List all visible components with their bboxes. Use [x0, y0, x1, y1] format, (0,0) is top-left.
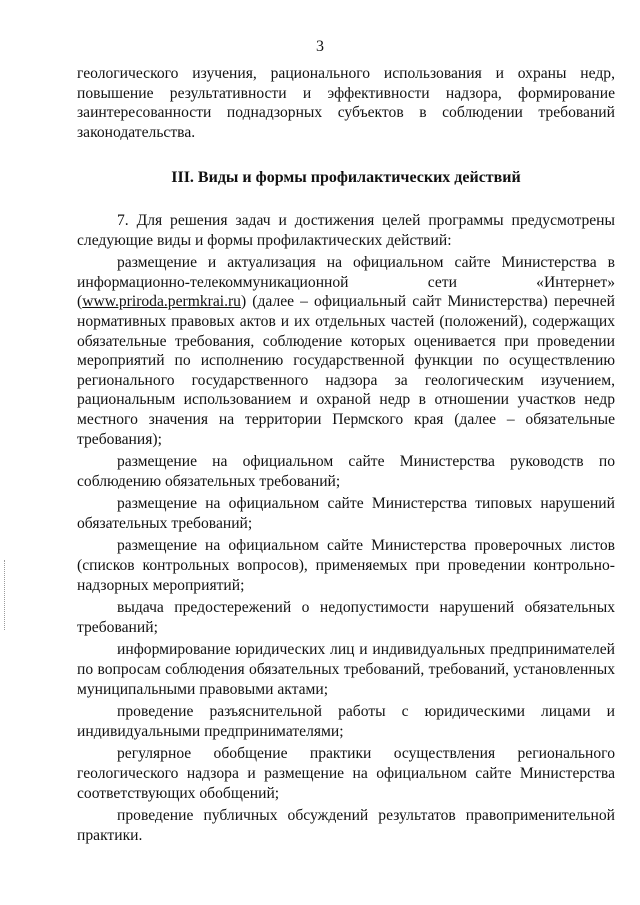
list-item: проведение разъяснительной работы с юридическими лицами и индивидуальными предпринимателями;: [77, 703, 615, 740]
list-item: регулярное обобщение практики осуществления регионального геологического надзора и размещение на официальном сайте Министерства соответствующих обобщений;: [77, 745, 615, 802]
list-item-website-acts: [77, 253, 615, 449]
list-item-text-before-link: размещение и актуализация на официальном сайте Министерства в информационно-телекоммуникационной сети «Интернет» (: [77, 254, 615, 311]
list-item: размещение на официальном сайте Министерства проверочных листов (списков контрольных вопросов), применяемых при проведении контрольно-надзорных мероприятий;: [77, 537, 615, 594]
list-item-text-after-link: ) (далее – официальный сайт Министерства) перечней нормативных правовых актов и их отдельных частей (положений), содержащих обязательные требования, соблюдение которых оценивается при проведении мероприятий по исполнению государственной функции по осуществлению регионального государственного надзора за геологическим изучением, рациональным использованием и охраной недр в отношении участков недр местного значения на территории Пермского края (далее – обязательные требования);: [77, 293, 615, 448]
section-heading: III. Виды и формы профилактических действий: [171, 169, 521, 187]
intro-paragraph: геологического изучения, рационального использования и охраны недр, повышение результативности и эффективности надзора, формирование заинтересованности поднадзорных субъектов в соблюдении требований законодательства.: [77, 65, 615, 141]
list-item: проведение публичных обсуждений результатов правоприменительной практики.: [77, 807, 615, 844]
list-item: размещение на официальном сайте Министерства типовых нарушений обязательных требований;: [77, 495, 615, 532]
list-item: выдача предостережений о недопустимости нарушений обязательных требований;: [77, 599, 615, 636]
paragraph-7: 7. Для решения задач и достижения целей программы предусмотрены следующие виды и формы профилактических действий:: [77, 211, 615, 249]
list-item: информирование юридических лиц и индивидуальных предпринимателей по вопросам соблюдения обязательных требований, требований, установленных муниципальными правовыми актами;: [77, 641, 615, 698]
document-body: [77, 64, 615, 845]
list-item: размещение на официальном сайте Министерства руководств по соблюдению обязательных требований;: [77, 453, 615, 490]
margin-scan-mark: [4, 560, 6, 630]
ministry-website-link[interactable]: www.priroda.permkrai.ru: [82, 293, 241, 311]
page-number: 3: [316, 38, 324, 55]
